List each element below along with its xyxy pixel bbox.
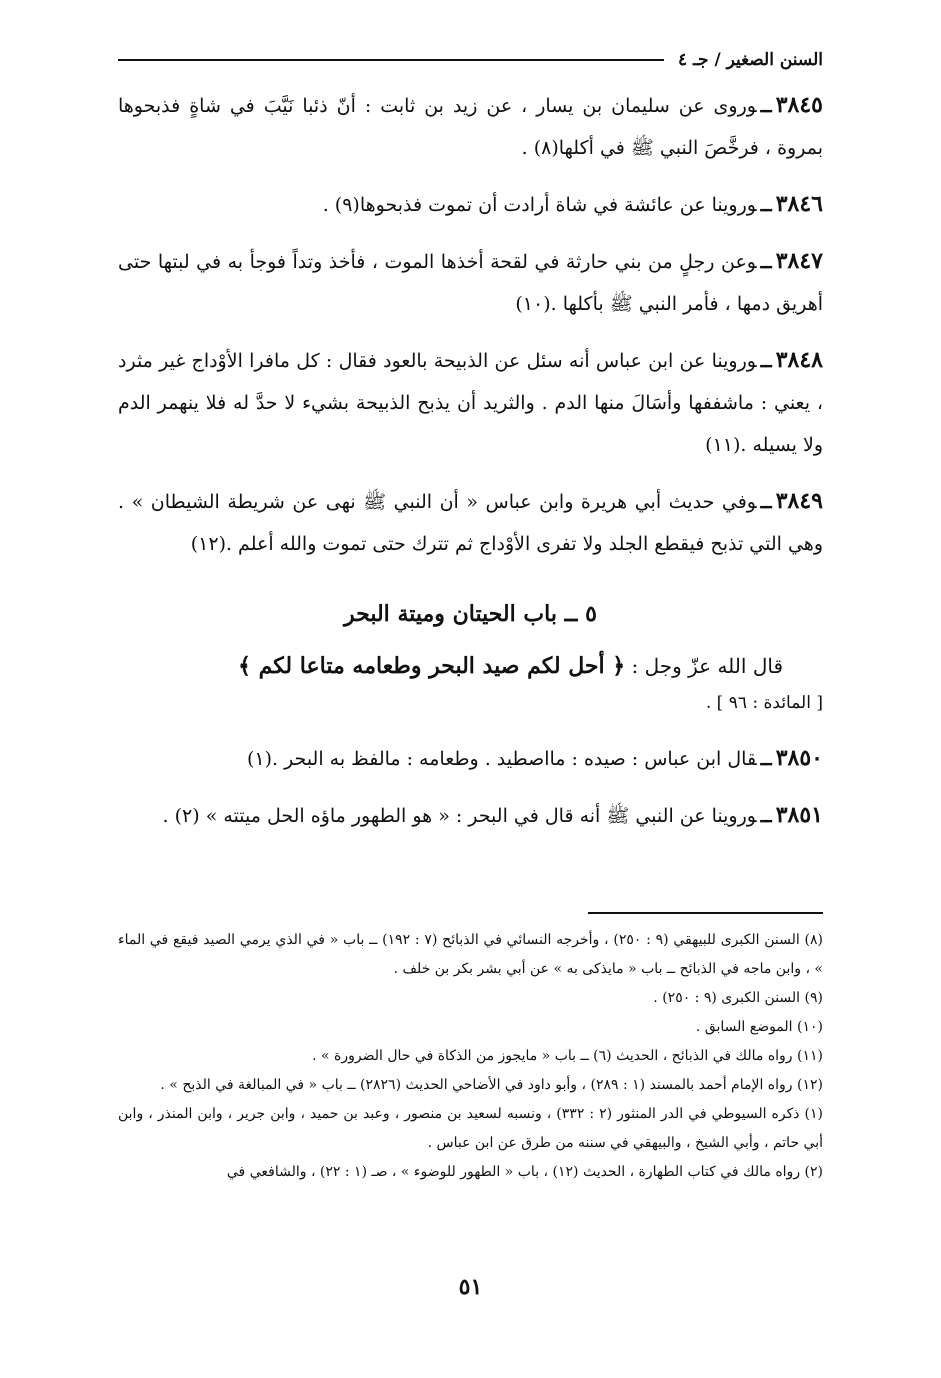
quran-quote <box>118 645 823 687</box>
entry-text: وروينا عن النبي ﷺ أنه قال في البحر : « هو الطهور ماؤه الحل ميتته » (٢) . <box>162 805 757 827</box>
entry-number: ٣٨٤٧ <box>775 248 823 274</box>
quran-intro: قال الله عزّ وجل : <box>631 654 783 678</box>
hadith-entry: ٣٨٥١ــوروينا عن النبي ﷺ أنه قال في البحر : « هو الطهور ماؤه الحل ميتته » (٢) . <box>162 802 823 828</box>
quran-ayah: ﴿ أحل لكم صيد البحر وطعامه متاعا لكم ﴾ <box>238 653 626 679</box>
hadith-entry: ٣٨٤٥ــوروى عن سليمان بن يسار ، عن زيد بن ثابت : أنّ ذئبا نَيَّبَ في شاةٍ فذبحوها بمروة ، فرخَّصَ النبي ﷺ في أكلها(٨) . <box>118 92 823 159</box>
running-title: السنن الصغير / جـ ٤ <box>677 50 823 70</box>
header-rule <box>118 59 664 61</box>
entry-number: ٣٨٤٩ <box>775 488 823 514</box>
footnote-rule <box>588 912 823 914</box>
footnotes <box>118 926 823 1187</box>
page-number: ٥١ <box>458 1274 483 1300</box>
quran-reference: [ المائدة : ٩٦ ] . <box>705 693 823 713</box>
entry-number: ٣٨٥١ <box>775 802 823 828</box>
entry-number: ٣٨٤٨ <box>775 347 823 373</box>
section-title: ٥ ــ باب الحيتان وميتة البحر <box>344 601 597 627</box>
footnote: (١١) رواه مالك في الذبائح ، الحديث (٦) ــ باب « مايجوز من الذكاة في حال الضرورة » . <box>312 1048 823 1064</box>
running-header <box>118 40 823 80</box>
hadith-entry: ٣٨٤٨ــوروينا عن ابن عباس أنه سئل عن الذبيحة بالعود فقال : كل مافرا الأوْداج غير مثرد ، يعني : ماشففها وأسَالَ منها الدم . والثريد أن يذبح الذبيحة بشيء لا حدَّ له فلا ينهمر الدم ولا يسيله .(١١) <box>118 347 823 456</box>
hadith-entry: ٣٨٤٦ــوروينا عن عائشة في شاة أرادت أن تموت فذبحوها(٩) . <box>322 191 823 217</box>
main-text <box>118 84 823 851</box>
footnote: (١٠) الموضع السابق . <box>695 1019 823 1035</box>
hadith-entry: ٣٨٤٩ــوفي حديث أبي هريرة وابن عباس « أن النبي ﷺ نهى عن شريطة الشيطان » . وهي التي تذبح فيقطع الجلد ولا تفرى الأوْداج ثم تترك حتى تموت والله أعلم .(١٢) <box>118 488 823 555</box>
footnote: (١٢) رواه الإمام أحمد بالمسند (١ : ٢٨٩) ، وأبو داود في الأضاحي الحديث (٢٨٢٦) ــ باب « في المبالغة في الذبح » . <box>160 1077 823 1093</box>
hadith-entry: ٣٨٤٧ــوعن رجلٍ من بني حارثة في لقحة أخذها الموت ، فأخذ وتداً فوجأ به في لبتها حتى أهريق دمها ، فأمر النبي ﷺ بأكلها .(١٠) <box>118 248 823 315</box>
hadith-entry: ٣٨٥٠ــقال ابن عباس : صيده : مااصطيد . وطعامه : مالفظ به البحر .(١) <box>246 745 823 771</box>
entry-text: وروينا عن عائشة في شاة أرادت أن تموت فذبحوها(٩) . <box>322 194 757 216</box>
footnote: (١) ذكره السيوطي في الدر المنثور (٢ : ٣٣٢) ، ونسبه لسعيد بن منصور ، وعبد بن حميد ، وابن جرير ، وابن المنذر ، وابن أبي حاتم ، وأبي الشيخ ، والبيهقي في سننه من طرق عن ابن عباس . <box>118 1106 823 1151</box>
entry-text: وعن رجلٍ من بني حارثة في لقحة أخذها الموت ، فأخذ وتداً فوجأ به في لبتها حتى أهريق دمها ، فأمر النبي ﷺ بأكلها .(١٠) <box>118 251 823 315</box>
entry-number: ٣٨٥٠ <box>775 745 823 771</box>
entry-text: وفي حديث أبي هريرة وابن عباس « أن النبي ﷺ نهى عن شريطة الشيطان » . وهي التي تذبح فيقطع الجلد ولا تفرى الأوْداج ثم تترك حتى تموت والله أعلم .(١٢) <box>118 491 823 555</box>
footnote: (٩) السنن الكبرى (٩ : ٢٥٠) . <box>653 990 823 1006</box>
footnote: (٢) رواه مالك في كتاب الطهارة ، الحديث (١٢) ، باب « الطهور للوضوء » ، صـ (١ : ٢٢) ، والشافعي في <box>226 1164 823 1180</box>
entry-text: قال ابن عباس : صيده : مااصطيد . وطعامه : مالفظ به البحر .(١) <box>246 748 757 770</box>
entry-text: وروى عن سليمان بن يسار ، عن زيد بن ثابت : أنّ ذئبا نَيَّبَ في شاةٍ فذبحوها بمروة ، فرخَّصَ النبي ﷺ في أكلها(٨) . <box>118 95 823 159</box>
entry-text: وروينا عن ابن عباس أنه سئل عن الذبيحة بالعود فقال : كل مافرا الأوْداج غير مثرد ، يعني : ماشففها وأسَالَ منها الدم . والثريد أن يذبح الذبيحة بشيء لا حدَّ له فلا ينهمر الدم ولا يسيله .(١١) <box>118 350 823 456</box>
entry-number: ٣٨٤٥ <box>775 92 823 118</box>
footnote: (٨) السنن الكبرى للبيهقي (٩ : ٢٥٠) ، وأخرجه النسائي في الذبائح (٧ : ١٩٢) ــ باب « في الذي يرمي الصيد فيقع في الماء » ، وابن ماجه في الذبائح ــ باب « مايذكى به » عن أبي بشر بكر بن خلف . <box>118 932 824 977</box>
entry-number: ٣٨٤٦ <box>775 191 823 217</box>
